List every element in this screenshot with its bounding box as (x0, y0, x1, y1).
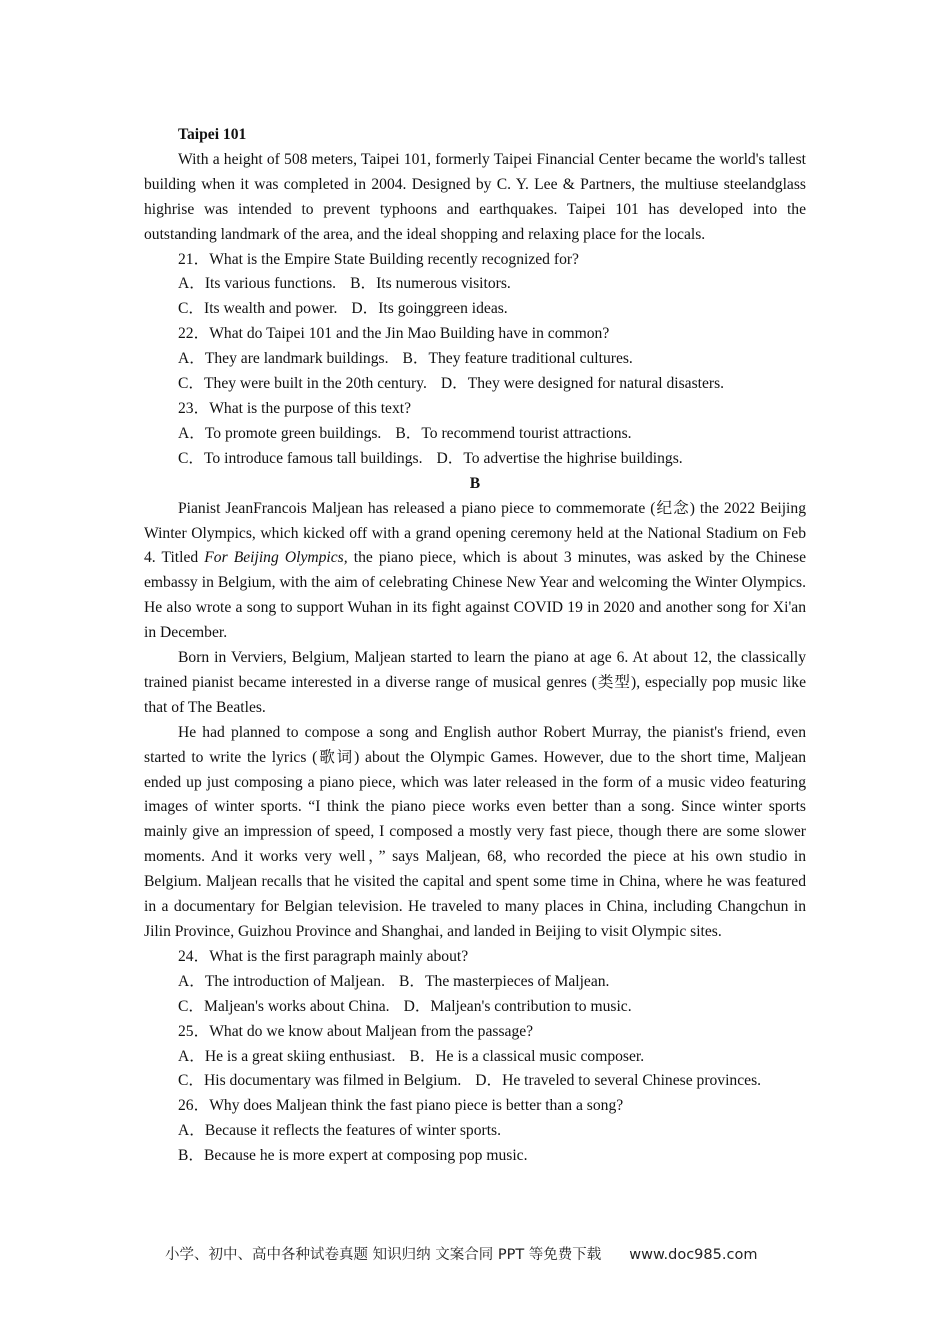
option-c: C．They were built in the 20th century. (178, 375, 427, 393)
question-stem: 26．Why does Maljean think the fast piano piece is better than a song? (178, 1097, 624, 1115)
question-stem: 24．What is the first paragraph mainly about? (178, 947, 469, 965)
option-b: B．To recommend tourist attractions. (395, 424, 632, 442)
option-a: A．He is a great skiing enthusiast. (178, 1047, 396, 1065)
options-row (144, 372, 806, 397)
option-c: C．Maljean's works about China. (178, 997, 390, 1015)
passage-a-paragraph: With a height of 508 meters, Taipei 101, formerly Taipei Financial Center became the world's tallest building when it was completed in 2004. Designed by C. Y. Lee & Partners, the multiuse steelandglass highrise was intended to prevent typhoons and earthquakes. Taipei 101 has developed into the outstanding landmark of the area, and the ideal shopping and relaxing place for the locals. (144, 150, 806, 243)
passage-title: Taipei 101 (178, 126, 247, 143)
paragraph-text: the piano piece, which is about 3 minutes, was asked by the Chinese embassy in Belgium, with the aim of celebrating Chinese New Year and welcoming the Winter Olympics. He also wrote a song to support Wuhan in its fight against COVID 19 in 2020 and another song for Xi'an in December. (144, 549, 807, 642)
option-a: A．Its various functions. (178, 275, 337, 293)
options-row (144, 1069, 806, 1094)
option-b: B．Because he is more expert at composing pop music. (178, 1147, 528, 1165)
options-row (144, 995, 806, 1020)
option-c: C．His documentary was filmed in Belgium. (178, 1072, 462, 1090)
footer-url-link[interactable]: www.doc985.com (629, 1247, 758, 1263)
options-row (144, 272, 806, 297)
options-row (144, 447, 806, 472)
question-stem: 25．What do we know about Maljean from the passage? (178, 1022, 534, 1040)
question-24 (144, 945, 806, 1020)
option-d: D．He traveled to several Chinese provinces. (475, 1072, 762, 1090)
option-a: A．Because it reflects the features of winter sports. (178, 1122, 502, 1140)
piece-title: For Beijing Olympics, (204, 549, 348, 567)
question-21 (144, 248, 806, 323)
page-footer (165, 1243, 805, 1264)
option-b: B．They feature traditional cultures. (402, 350, 633, 368)
question-stem: 23．What is the purpose of this text? (178, 399, 411, 417)
options-row (144, 1045, 806, 1070)
question-stem: 22．What do Taipei 101 and the Jin Mao Building have in common? (178, 325, 610, 343)
option-b: B．Its numerous visitors. (350, 275, 511, 293)
section-b-paragraph-2: Born in Verviers, Belgium, Maljean started to learn the piano at age 6. At about 12, the classically trained pianist became interested in a diverse range of musical genres (类型), especially pop music like that of The Beatles. (144, 649, 806, 716)
option-a: A．To promote green buildings. (178, 424, 382, 442)
options-row (144, 422, 806, 447)
option-d: D．Its goinggreen ideas. (351, 300, 508, 318)
option-d: D．They were designed for natural disasters. (440, 375, 725, 393)
option-b: B．The masterpieces of Maljean. (399, 972, 610, 990)
question-23 (144, 397, 806, 472)
option-d: D．To advertise the highrise buildings. (436, 449, 683, 467)
question-25 (144, 1020, 806, 1095)
section-heading: B (469, 474, 481, 492)
exam-page (144, 123, 806, 1169)
option-a: A．They are landmark buildings. (178, 350, 389, 368)
options-row (144, 347, 806, 372)
option-c: C．To introduce famous tall buildings. (178, 449, 423, 467)
option-c: C．Its wealth and power. (178, 300, 338, 318)
section-b-paragraph-3: He had planned to compose a song and English author Robert Murray, the pianist's friend, even started to write the lyrics (歌词) about the Olympic Games. However, due to the short time, Maljean ended up just composing a piano piece, which was later released in the form of a music video featuring images of winter sports. “I think the piano piece works even better than a song. Since winter sports mainly give an impression of speed, I composed a mostly very fast piece, though there are some slower moments. And it works very well，” says Maljean, 68, who recorded the piece at his own studio in Belgium. Maljean recalls that he visited the capital and spent some time in China, where he was featured in a documentary for Belgian television. He traveled to many places in China, including Changchun in Jilin Province, Guizhou Province and Shanghai, and landed in Beijing to visit Olympic sites. (144, 723, 806, 940)
section-b-paragraph-1 (144, 497, 806, 646)
options-row (144, 970, 806, 995)
footer-text: 小学、初中、高中各种试卷真题 知识归纳 文案合同 PPT 等免费下载 (165, 1247, 602, 1263)
paragraph-text: Pianist JeanFrancois Maljean has released a piano piece to commemorate (纪念) the 2022 Beijing Winter Olympics, which kicked off with a grand opening ceremony held at the National Stadium on Feb 4. Titled (144, 499, 806, 567)
option-b: B．He is a classical music composer. (409, 1047, 645, 1065)
question-stem: 21．What is the Empire State Building recently recognized for? (178, 250, 579, 268)
question-22 (144, 322, 806, 397)
question-26 (144, 1094, 806, 1169)
options-row (144, 297, 806, 322)
option-a: A．The introduction of Maljean. (178, 972, 385, 990)
option-d: D．Maljean's contribution to music. (403, 997, 632, 1015)
